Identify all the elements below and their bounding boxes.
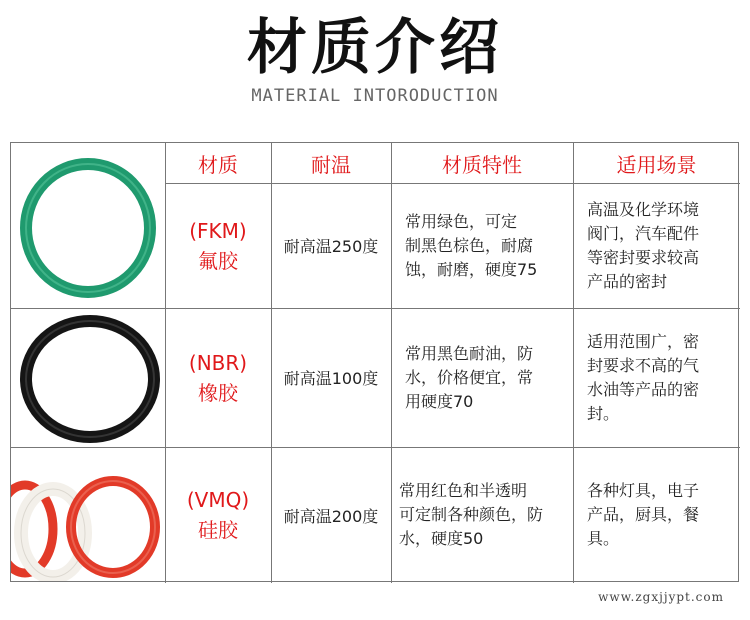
site-watermark: www.zgxjjypt.com [598, 590, 724, 604]
scenarios-line: 各种灯具，电子 [587, 481, 700, 500]
column-header-scenarios: 适用场景 [616, 152, 697, 177]
material-name: 硅胶 [198, 518, 238, 542]
nbr-black-o-ring-image [15, 311, 161, 445]
column-header-temperature: 耐温 [311, 152, 351, 177]
material-code: (FKM) [189, 218, 247, 243]
properties-line: 制黑色棕色，耐腐 [405, 235, 534, 255]
material-code: (NBR) [188, 350, 248, 375]
scenarios-line: 产品，厨具，餐 [587, 505, 700, 524]
scenarios-line: 高温及化学环境 [587, 199, 700, 219]
vmq-silicone-o-rings-image [11, 449, 165, 581]
properties-line: 蚀，耐磨，硬度75 [405, 259, 538, 279]
fkm-green-o-ring-image [15, 149, 161, 305]
properties-line: 水，硬度50 [399, 529, 484, 548]
page-subtitle: MATERIAL INTORODUCTION [251, 86, 499, 106]
scenarios-line: 水油等产品的密 [587, 379, 700, 399]
properties-line: 常用黑色耐油，防 [405, 343, 534, 363]
properties-line: 用硬度70 [405, 391, 474, 411]
properties-cell-fkm [391, 183, 573, 308]
scenarios-cell-nbr [573, 308, 740, 447]
properties-line: 常用红色和半透明 [399, 481, 528, 500]
scenarios-cell-vmq [573, 447, 740, 583]
material-cell-fkm [165, 183, 271, 308]
material-name: 橡胶 [198, 380, 238, 405]
scenarios-line: 等密封要求较高 [587, 247, 700, 267]
page-title: 材质介绍 [247, 13, 503, 83]
material-cell-nbr [165, 308, 271, 447]
properties-line: 水，价格便宜，常 [405, 367, 534, 387]
column-header-properties: 材质特性 [442, 152, 522, 177]
temperature-cell-nbr: 耐高温100度 [283, 369, 379, 388]
scenarios-line: 封。 [587, 403, 620, 423]
scenarios-line: 适用范围广，密 [587, 331, 700, 351]
scenarios-line: 产品的密封 [587, 271, 668, 291]
properties-line: 可定制各种颜色，防 [399, 505, 544, 524]
scenarios-line: 具。 [587, 529, 620, 548]
material-cell-vmq [165, 447, 271, 583]
material-code: (VMQ) [186, 488, 250, 512]
properties-cell-vmq [391, 447, 573, 583]
properties-cell-nbr [391, 308, 573, 447]
scenarios-line: 阀门，汽车配件 [587, 223, 700, 243]
material-name: 氟胶 [198, 248, 238, 273]
column-header-material: 材质 [198, 152, 238, 177]
material-table [10, 142, 739, 582]
temperature-cell-vmq: 耐高温200度 [283, 506, 379, 526]
temperature-cell-fkm: 耐高温250度 [283, 237, 379, 256]
scenarios-cell-fkm [573, 183, 740, 308]
scenarios-line: 封要求不高的气 [587, 355, 700, 375]
properties-line: 常用绿色，可定 [405, 211, 518, 231]
